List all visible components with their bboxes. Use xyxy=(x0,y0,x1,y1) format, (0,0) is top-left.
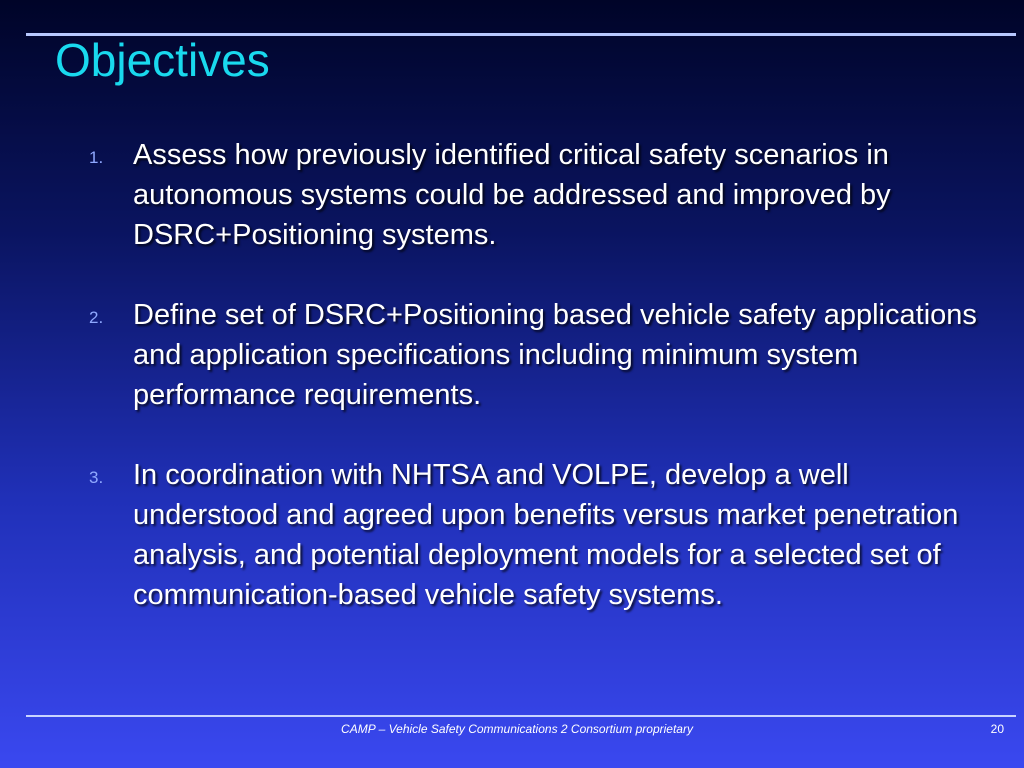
footer-caption: CAMP – Vehicle Safety Communications 2 Consortium proprietary xyxy=(341,722,693,736)
slide-title: Objectives xyxy=(55,34,270,86)
objective-text: In coordination with NHTSA and VOLPE, develop a well understood and agreed upon benefits versus market penetration analysis, and potential deployment models for a selected set of communication-based vehicle safety systems. xyxy=(133,459,959,611)
objectives-list xyxy=(83,135,983,615)
objective-text: Define set of DSRC+Positioning based vehicle safety applications and application specifications including minimum system performance requirements. xyxy=(133,299,977,411)
slide-footer xyxy=(0,722,1024,742)
page-number: 20 xyxy=(990,722,1004,736)
objective-number: 3. xyxy=(89,468,104,487)
objective-item-2 xyxy=(83,295,983,415)
objective-item-1 xyxy=(83,135,983,255)
objective-item-3 xyxy=(83,455,983,615)
bottom-divider xyxy=(26,715,1016,717)
objective-number: 2. xyxy=(89,308,104,327)
objective-number: 1. xyxy=(89,148,104,167)
objective-text: Assess how previously identified critical safety scenarios in autonomous systems could be addressed and improved by DSRC+Positioning systems. xyxy=(133,139,891,251)
